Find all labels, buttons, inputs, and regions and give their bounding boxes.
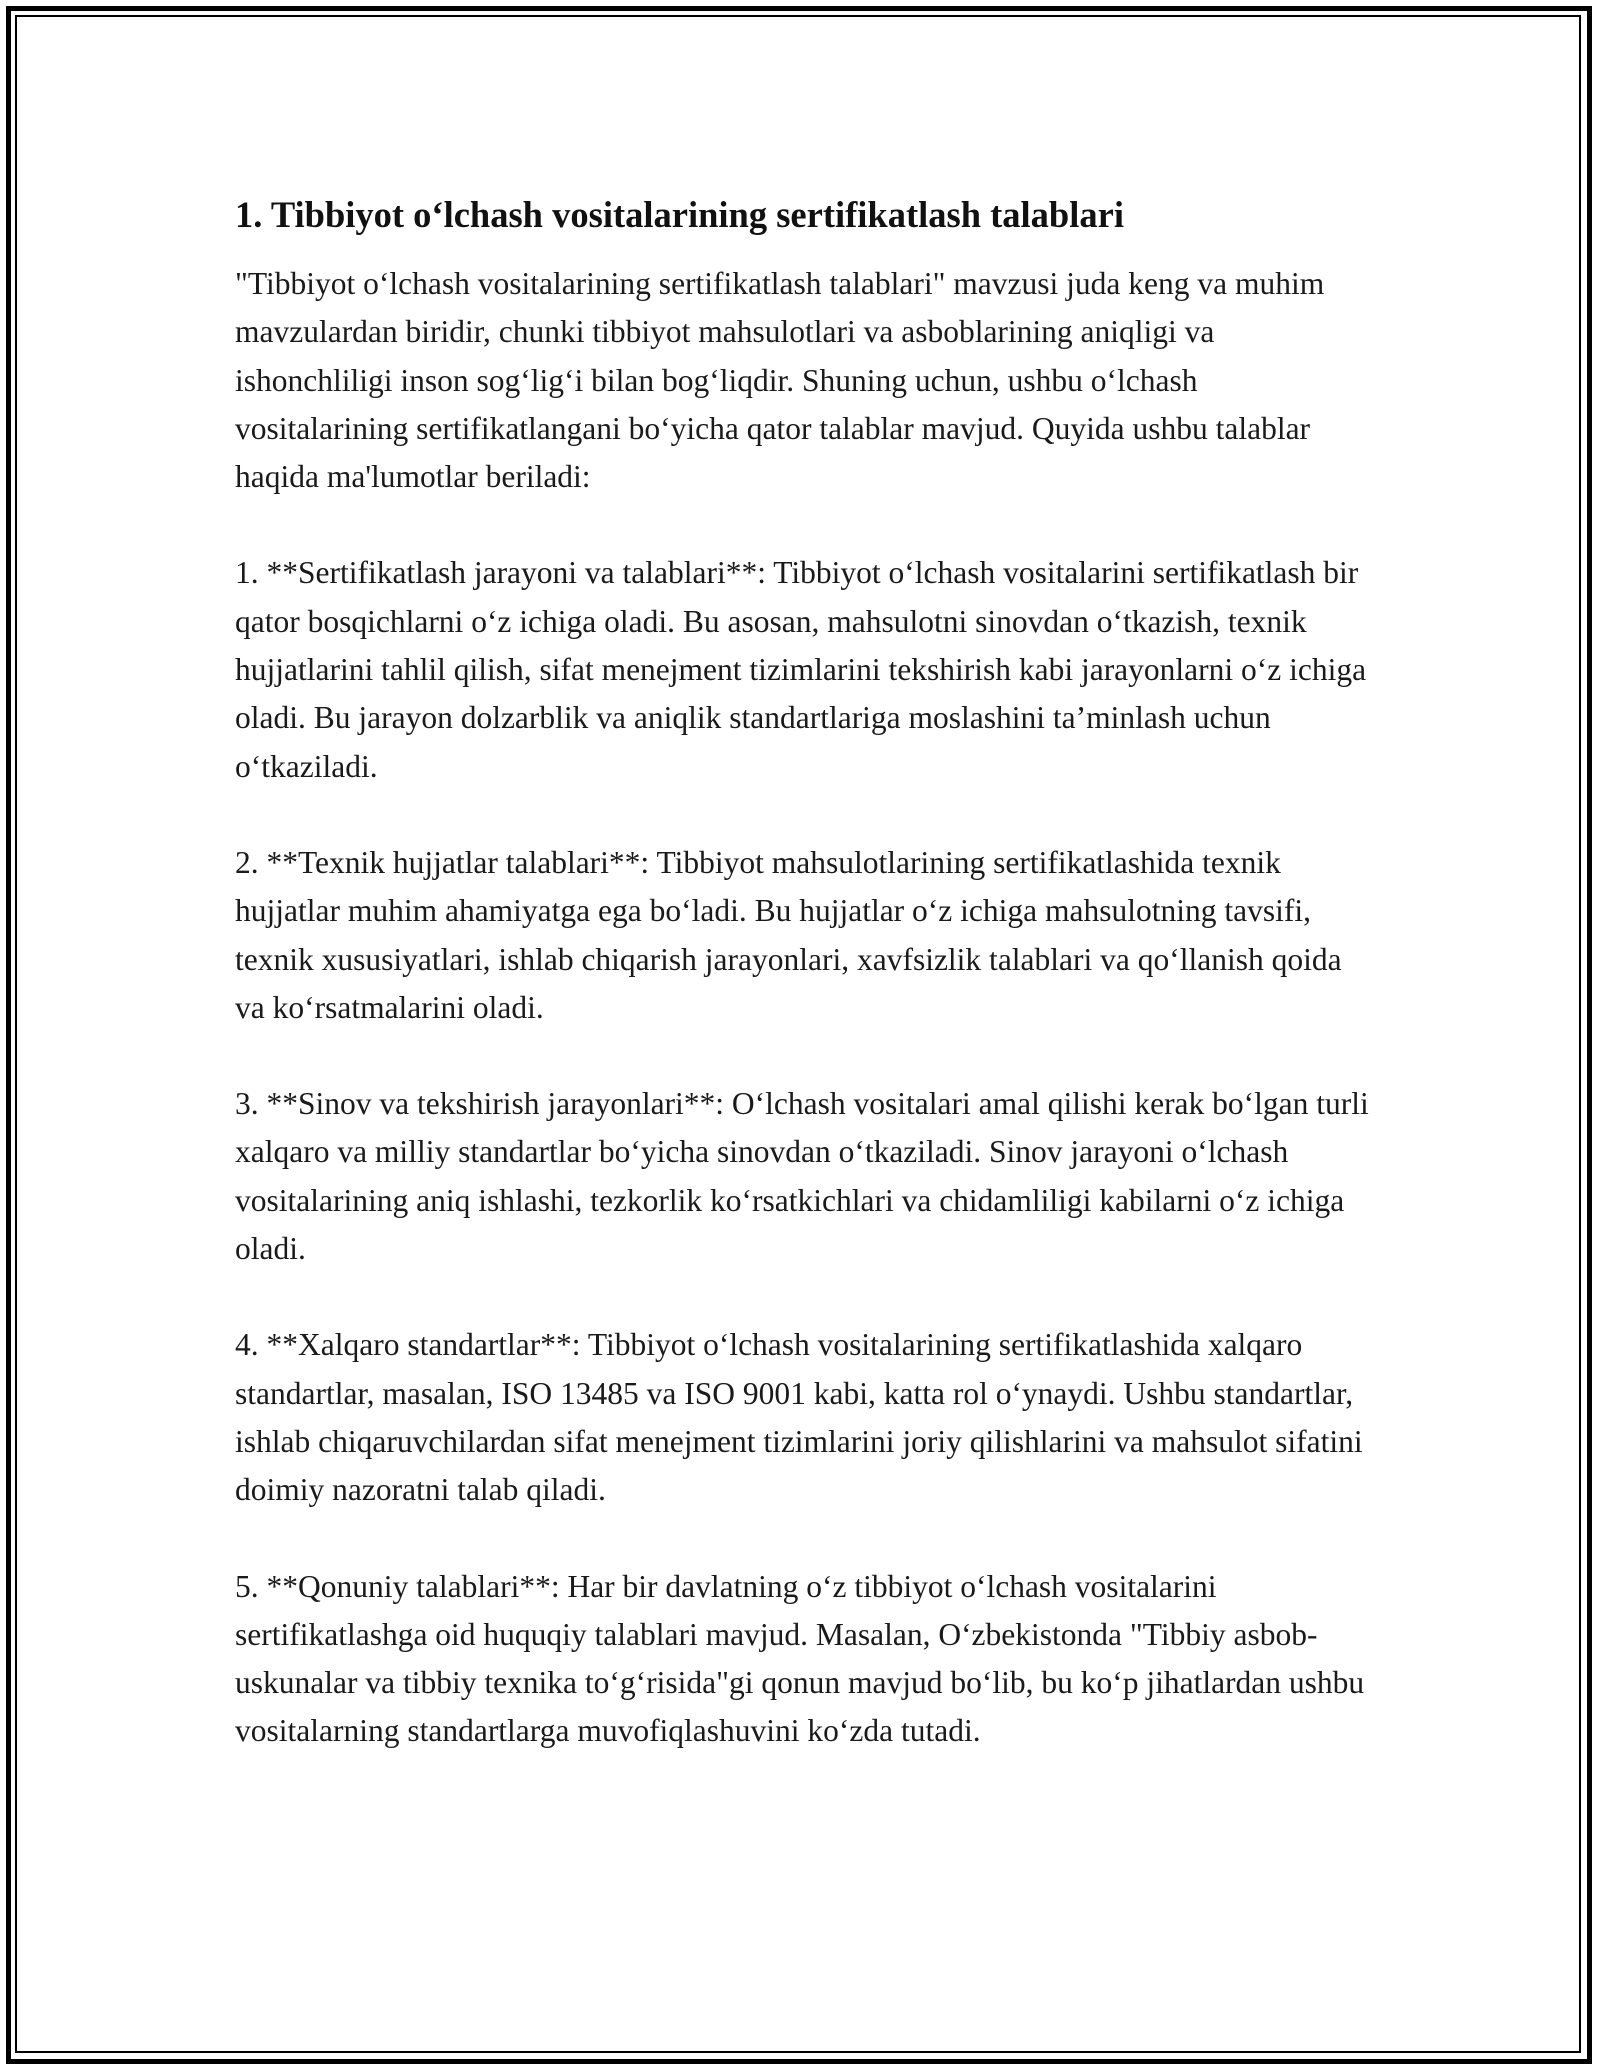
paragraph-4: 4. **Xalqaro standartlar**: Tibbiyot o‘lchash vositalarining sertifikatlashida xalqaro standartlar, masalan, ISO 13485 va ISO 9001 kabi, katta rol o‘ynaydi. Ushbu standartlar, ishlab chiqaruvchilardan sifat menejment tizimlarini joriy qilishlarini va mahsulot sifatini doimiy nazoratni talab qiladi. <box>235 1327 1363 1508</box>
paragraph-1: 1. **Sertifikatlash jarayoni va talablari**: Tibbiyot o‘lchash vositalarini sertifikatlash bir qator bosqichlarni o‘z ichiga oladi. Bu asosan, mahsulotni sinovdan o‘tkazish, texnik hujjatlarini tahlil qilish, sifat menejment tizimlarini tekshirish kabi jarayonlarni o‘z ichiga oladi. Bu jarayon dolzarblik va aniqlik standartlariga moslashini ta’minlash uchun o‘tkaziladi. <box>235 555 1367 784</box>
document-title: 1. Tibbiyot o‘lchash vositalarining sertifikatlash talablari <box>235 194 1124 235</box>
paragraph-3: 3. **Sinov va tekshirish jarayonlari**: O‘lchash vositalari amal qilishi kerak bo‘lgan turli xalqaro va milliy standartlar bo‘yicha sinovdan o‘tkaziladi. Sinov jarayoni o‘lchash vositalarining aniq ishlashi, tezkorlik ko‘rsatkichlari va chidamliligi kabilarni o‘z ichiga oladi. <box>235 1086 1369 1267</box>
document-body <box>235 190 1370 1804</box>
intro-paragraph: "Tibbiyot o‘lchash vositalarining sertifikatlash talablari" mavzusi juda keng va muhim mavzulardan biridir, chunki tibbiyot mahsulotlari va asboblarining aniqligi va ishonchliligi inson sog‘lig‘i bilan bog‘liqdir. Shuning uchun, ushbu o‘lchash vositalarining sertifikatlangani bo‘yicha qator talablar mavjud. Quyida ushbu talablar haqida ma'lumotlar beriladi: <box>235 266 1325 495</box>
paragraph-5: 5. **Qonuniy talablari**: Har bir davlatning o‘z tibbiyot o‘lchash vositalarini sertifikatlashga oid huquqiy talablari mavjud. Masalan, O‘zbekistonda "Tibbiy asbob-uskunalar va tibbiy texnika to‘g‘risida"gi qonun mavjud bo‘lib, bu ko‘p jihatlardan ushbu vositalarning standartlarga muvofiqlashuvini ko‘zda tutadi. <box>235 1568 1365 1749</box>
paragraph-2: 2. **Texnik hujjatlar talablari**: Tibbiyot mahsulotlarining sertifikatlashida texnik hujjatlar muhim ahamiyatga ega bo‘ladi. Bu hujjatlar o‘z ichiga mahsulotning tavsifi, texnik xususiyatlari, ishlab chiqarish jarayonlari, xavfsizlik talablari va qo‘llanish qoida va ko‘rsatmalarini oladi. <box>235 844 1342 1025</box>
